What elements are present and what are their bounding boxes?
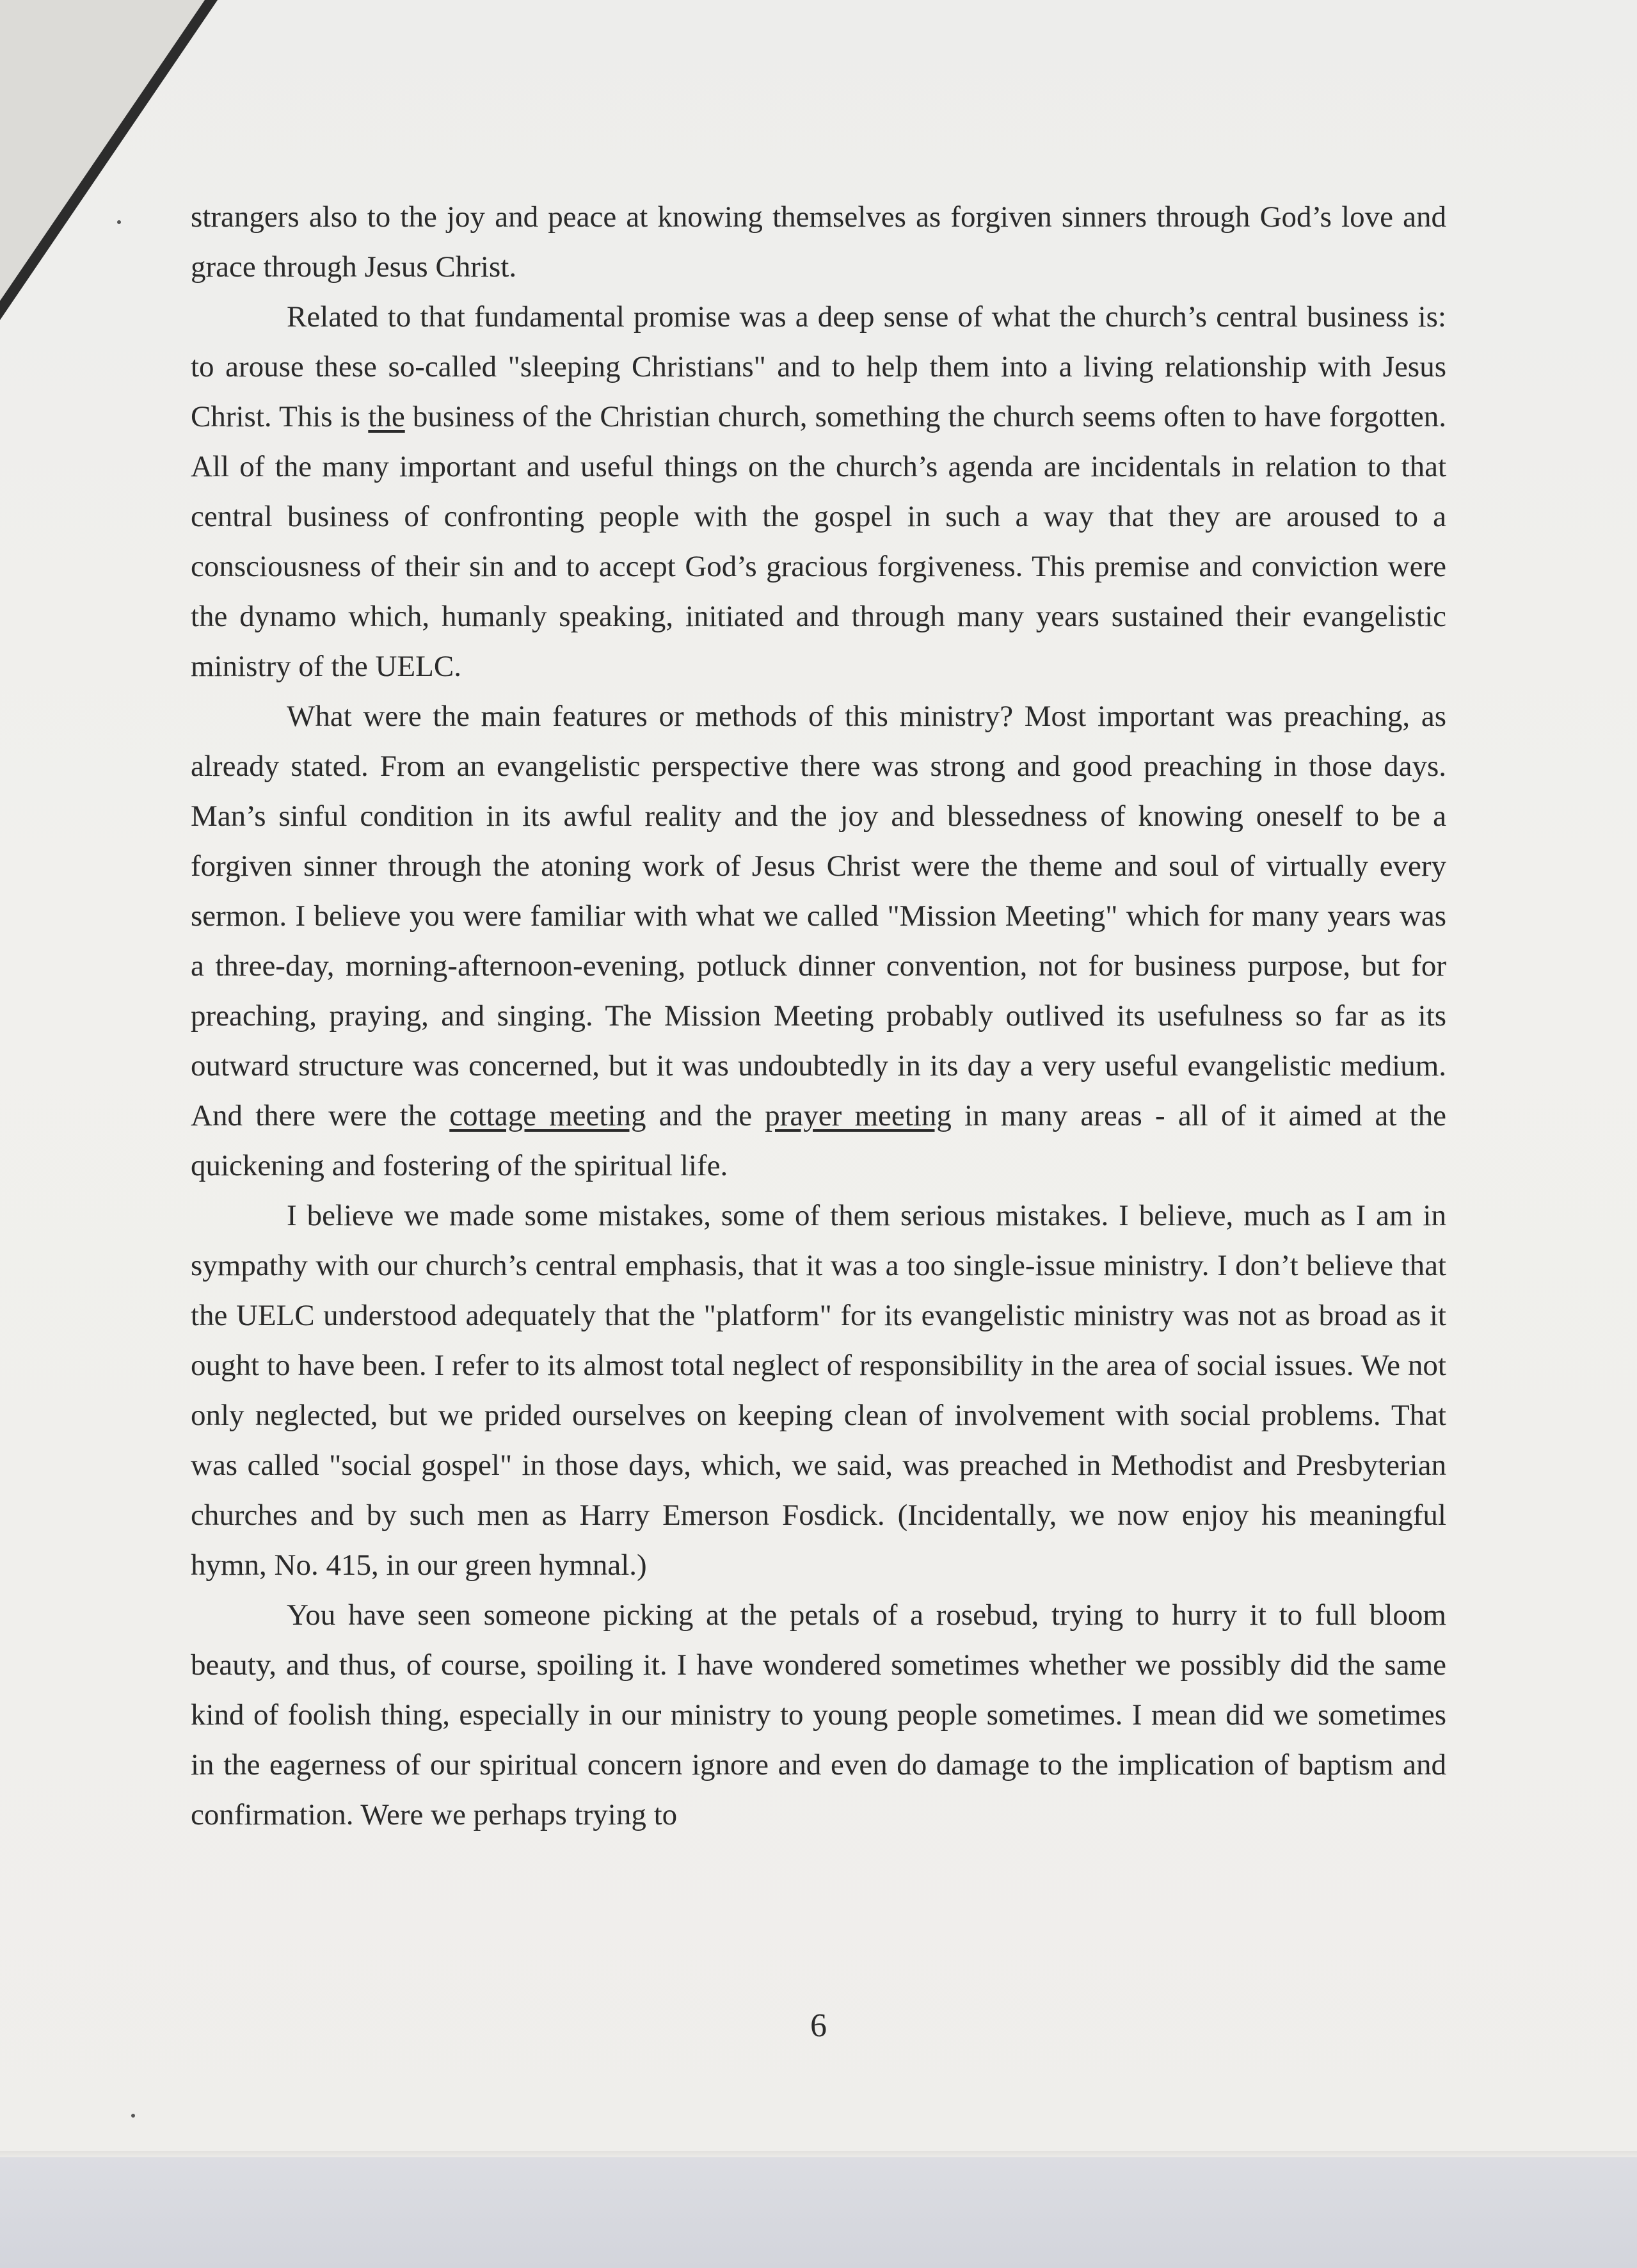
underlined-text: prayer meeting xyxy=(765,1099,952,1132)
paragraph-text: I believe we made some mistakes, some of them serious mistakes. I believe, much as I am in sympathy with our church’s central emphasis, that it was a too single-issue ministry. I don’t believe that the UELC understood adequately that the "platform" for its evangelistic ministry was not as broad as it ought to have been. I refer to its almost total neglect of responsibility in the area of social issues. We not only neglected, but we prided ourselves on keeping clean of involvement with social problems. That was called "social gospel" in those days, which, we said, was preached in Methodist and Presbyterian churches and by such men as Harry Emerson Fosdick. (Incidentally, we now enjoy his meaningful hymn, No. 415, in our green hymnal.) xyxy=(191,1199,1446,1582)
paragraph-text: strangers also to the joy and peace at knowing themselves as forgiven sinners through God’s love and grace through Jesus Christ. xyxy=(191,200,1446,284)
scanner-bed-strip xyxy=(0,2157,1637,2268)
document-body xyxy=(191,192,1446,1840)
paragraph-text: business of the Christian church, something the church seems often to have forgotten. All of the many important and useful things on the church’s agenda are incidentals in relation to that central business of confronting people with the gospel in such a way that they are aroused to a consciousness of their sin and to accept God’s gracious forgiveness. This premise and conviction were the dynamo which, humanly speaking, initiated and through many years sustained their evangelistic ministry of the UELC. xyxy=(191,400,1447,683)
dust-speck xyxy=(117,220,121,224)
paragraph-text: You have seen someone picking at the petals of a rosebud, trying to hurry it to full bloom beauty, and thus, of course, spoiling it. I have wondered sometimes whether we possibly did the same kind of foolish thing, especially in our ministry to young people sometimes. I mean did we sometimes in the eagerness of our spiritual concern ignore and even do damage to the implication of baptism and confirmation. Were we perhaps trying to xyxy=(191,1598,1446,1831)
underlined-text: cottage meeting xyxy=(449,1099,646,1132)
paragraph xyxy=(191,1191,1446,1590)
paragraph xyxy=(191,192,1446,292)
page-number: 6 xyxy=(810,2007,827,2044)
paragraph-text: What were the main features or methods of this ministry? Most important was preaching, as already stated. From an evangelistic perspective there was strong and good preaching in those days. Man’s sinful condition in its awful reality and the joy and blessedness of knowing oneself to be a forgiven sinner through the atoning work of Jesus Christ were the theme and soul of virtually every sermon. I believe you were familiar with what we called "Mission Meeting" which for many years was a three-day, morning-afternoon-evening, potluck dinner convention, not for business purpose, but for preaching, praying, and singing. The Mission Meeting probably outlived its usefulness so far as its outward structure was concerned, but it was undoubtedly in its day a very useful evangelistic medium. And there were the xyxy=(191,700,1446,1132)
folded-corner-flap xyxy=(0,0,205,301)
underlined-text: the xyxy=(368,400,405,433)
paragraph xyxy=(191,292,1446,691)
paragraph-text: Related to that fundamental promise was a deep sense of what the church’s central business is: to arouse these so-called "sleeping Christians" and to help them into a living relationship with Jesus Christ. This is xyxy=(191,300,1446,433)
dust-speck xyxy=(131,2114,135,2118)
paragraph-text: and the xyxy=(646,1099,765,1132)
paragraph xyxy=(191,1590,1446,1840)
paragraph xyxy=(191,691,1446,1191)
paragraph-text: in many areas - all of it aimed at the quickening and fostering of the spiritual life. xyxy=(191,1099,1447,1182)
